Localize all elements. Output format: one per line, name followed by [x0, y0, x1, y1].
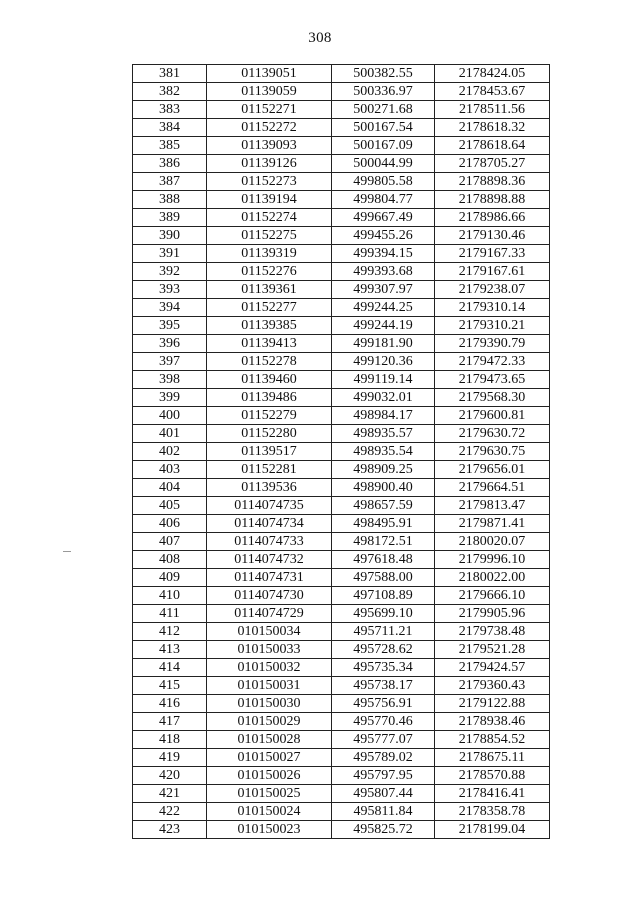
- point-number-cell: 383: [133, 101, 207, 119]
- table-row: [133, 83, 550, 101]
- point-code-cell: 01139361: [207, 281, 332, 299]
- table-row: [133, 821, 550, 839]
- table-row: [133, 731, 550, 749]
- table-row: [133, 389, 550, 407]
- point-number-cell: 414: [133, 659, 207, 677]
- x-coordinate-cell: 499307.97: [332, 281, 435, 299]
- point-code-cell: 01152276: [207, 263, 332, 281]
- point-code-cell: 01152278: [207, 353, 332, 371]
- y-coordinate-cell: 2179871.41: [435, 515, 550, 533]
- y-coordinate-cell: 2178898.36: [435, 173, 550, 191]
- x-coordinate-cell: 497108.89: [332, 587, 435, 605]
- point-number-cell: 397: [133, 353, 207, 371]
- point-code-cell: 010150029: [207, 713, 332, 731]
- point-code-cell: 01139319: [207, 245, 332, 263]
- x-coordinate-cell: 495825.72: [332, 821, 435, 839]
- table-row: [133, 353, 550, 371]
- y-coordinate-cell: 2179310.14: [435, 299, 550, 317]
- x-coordinate-cell: 499032.01: [332, 389, 435, 407]
- point-number-cell: 400: [133, 407, 207, 425]
- x-coordinate-cell: 495699.10: [332, 605, 435, 623]
- y-coordinate-cell: 2179130.46: [435, 227, 550, 245]
- x-coordinate-cell: 500382.55: [332, 65, 435, 83]
- x-coordinate-cell: 500167.09: [332, 137, 435, 155]
- point-code-cell: 01139194: [207, 191, 332, 209]
- point-number-cell: 394: [133, 299, 207, 317]
- y-coordinate-cell: 2179568.30: [435, 389, 550, 407]
- table-row: [133, 281, 550, 299]
- point-code-cell: 01152279: [207, 407, 332, 425]
- page-number: 308: [308, 30, 332, 46]
- y-coordinate-cell: 2179360.43: [435, 677, 550, 695]
- point-code-cell: 01139059: [207, 83, 332, 101]
- table-row: [133, 605, 550, 623]
- point-code-cell: 0114074735: [207, 497, 332, 515]
- y-coordinate-cell: 2179600.81: [435, 407, 550, 425]
- table-row: [133, 443, 550, 461]
- point-number-cell: 404: [133, 479, 207, 497]
- point-number-cell: 398: [133, 371, 207, 389]
- point-number-cell: 406: [133, 515, 207, 533]
- point-code-cell: 01152273: [207, 173, 332, 191]
- table-row: [133, 677, 550, 695]
- x-coordinate-cell: 500167.54: [332, 119, 435, 137]
- y-coordinate-cell: 2179424.57: [435, 659, 550, 677]
- y-coordinate-cell: 2179238.07: [435, 281, 550, 299]
- x-coordinate-cell: 495735.34: [332, 659, 435, 677]
- x-coordinate-cell: 495711.21: [332, 623, 435, 641]
- x-coordinate-cell: 495789.02: [332, 749, 435, 767]
- point-code-cell: 0114074731: [207, 569, 332, 587]
- table-row: [133, 533, 550, 551]
- x-coordinate-cell: 495770.46: [332, 713, 435, 731]
- point-number-cell: 412: [133, 623, 207, 641]
- point-code-cell: 010150030: [207, 695, 332, 713]
- table-row: [133, 803, 550, 821]
- point-code-cell: 01139051: [207, 65, 332, 83]
- point-code-cell: 0114074733: [207, 533, 332, 551]
- point-number-cell: 411: [133, 605, 207, 623]
- table-row: [133, 659, 550, 677]
- point-number-cell: 388: [133, 191, 207, 209]
- y-coordinate-cell: 2178675.11: [435, 749, 550, 767]
- y-coordinate-cell: 2178453.67: [435, 83, 550, 101]
- point-number-cell: 389: [133, 209, 207, 227]
- point-number-cell: 407: [133, 533, 207, 551]
- table-row: [133, 155, 550, 173]
- y-coordinate-cell: 2178416.41: [435, 785, 550, 803]
- point-number-cell: 386: [133, 155, 207, 173]
- point-number-cell: 396: [133, 335, 207, 353]
- point-number-cell: 387: [133, 173, 207, 191]
- table-row: [133, 371, 550, 389]
- table-row: [133, 263, 550, 281]
- table-row: [133, 569, 550, 587]
- point-code-cell: 0114074732: [207, 551, 332, 569]
- y-coordinate-cell: 2179167.61: [435, 263, 550, 281]
- point-number-cell: 421: [133, 785, 207, 803]
- point-code-cell: 010150027: [207, 749, 332, 767]
- y-coordinate-cell: 2179521.28: [435, 641, 550, 659]
- table-row: [133, 713, 550, 731]
- x-coordinate-cell: 499244.25: [332, 299, 435, 317]
- y-coordinate-cell: 2179473.65: [435, 371, 550, 389]
- point-code-cell: 0114074734: [207, 515, 332, 533]
- point-code-cell: 010150028: [207, 731, 332, 749]
- x-coordinate-cell: 498495.91: [332, 515, 435, 533]
- table-row: [133, 173, 550, 191]
- table-row: [133, 461, 550, 479]
- point-number-cell: 417: [133, 713, 207, 731]
- table-row: [133, 299, 550, 317]
- x-coordinate-cell: 497588.00: [332, 569, 435, 587]
- table-row: [133, 767, 550, 785]
- y-coordinate-cell: 2179310.21: [435, 317, 550, 335]
- point-number-cell: 384: [133, 119, 207, 137]
- x-coordinate-cell: 498984.17: [332, 407, 435, 425]
- y-coordinate-cell: 2178705.27: [435, 155, 550, 173]
- y-coordinate-cell: 2178854.52: [435, 731, 550, 749]
- point-number-cell: 403: [133, 461, 207, 479]
- point-number-cell: 390: [133, 227, 207, 245]
- table-row: [133, 785, 550, 803]
- point-number-cell: 413: [133, 641, 207, 659]
- table-row: [133, 407, 550, 425]
- y-coordinate-cell: 2178199.04: [435, 821, 550, 839]
- x-coordinate-cell: 498935.54: [332, 443, 435, 461]
- table-row: [133, 587, 550, 605]
- table-row: [133, 119, 550, 137]
- point-code-cell: 01139093: [207, 137, 332, 155]
- x-coordinate-cell: 495807.44: [332, 785, 435, 803]
- point-code-cell: 01139486: [207, 389, 332, 407]
- y-coordinate-cell: 2178424.05: [435, 65, 550, 83]
- x-coordinate-cell: 499181.90: [332, 335, 435, 353]
- x-coordinate-cell: 495738.17: [332, 677, 435, 695]
- point-code-cell: 010150031: [207, 677, 332, 695]
- x-coordinate-cell: 499455.26: [332, 227, 435, 245]
- point-code-cell: 01152272: [207, 119, 332, 137]
- y-coordinate-cell: 2179666.10: [435, 587, 550, 605]
- x-coordinate-cell: 500044.99: [332, 155, 435, 173]
- point-code-cell: 01139517: [207, 443, 332, 461]
- y-coordinate-cell: 2178570.88: [435, 767, 550, 785]
- y-coordinate-cell: 2178511.56: [435, 101, 550, 119]
- table-row: [133, 227, 550, 245]
- table-row: [133, 65, 550, 83]
- table-row: [133, 641, 550, 659]
- x-coordinate-cell: 495797.95: [332, 767, 435, 785]
- point-code-cell: 010150026: [207, 767, 332, 785]
- point-code-cell: 010150033: [207, 641, 332, 659]
- x-coordinate-cell: 499244.19: [332, 317, 435, 335]
- point-code-cell: 01152275: [207, 227, 332, 245]
- x-coordinate-cell: 498909.25: [332, 461, 435, 479]
- point-code-cell: 010150034: [207, 623, 332, 641]
- x-coordinate-cell: 498172.51: [332, 533, 435, 551]
- x-coordinate-cell: 498657.59: [332, 497, 435, 515]
- point-code-cell: 010150032: [207, 659, 332, 677]
- x-coordinate-cell: 497618.48: [332, 551, 435, 569]
- y-coordinate-cell: 2179813.47: [435, 497, 550, 515]
- x-coordinate-cell: 495756.91: [332, 695, 435, 713]
- y-coordinate-cell: 2179664.51: [435, 479, 550, 497]
- table-row: [133, 623, 550, 641]
- x-coordinate-cell: 500271.68: [332, 101, 435, 119]
- point-code-cell: 010150024: [207, 803, 332, 821]
- point-code-cell: 01139126: [207, 155, 332, 173]
- table-row: [133, 515, 550, 533]
- point-code-cell: 01152280: [207, 425, 332, 443]
- table-row: [133, 695, 550, 713]
- point-code-cell: 0114074730: [207, 587, 332, 605]
- y-coordinate-cell: 2178618.32: [435, 119, 550, 137]
- x-coordinate-cell: 495728.62: [332, 641, 435, 659]
- y-coordinate-cell: 2179122.88: [435, 695, 550, 713]
- table-row: [133, 209, 550, 227]
- point-number-cell: 415: [133, 677, 207, 695]
- point-number-cell: 423: [133, 821, 207, 839]
- point-code-cell: 01152281: [207, 461, 332, 479]
- point-number-cell: 391: [133, 245, 207, 263]
- point-code-cell: 01152277: [207, 299, 332, 317]
- y-coordinate-cell: 2179630.72: [435, 425, 550, 443]
- y-coordinate-cell: 2180020.07: [435, 533, 550, 551]
- table-row: [133, 551, 550, 569]
- coordinates-table: [132, 64, 550, 839]
- table-row: [133, 101, 550, 119]
- y-coordinate-cell: 2178938.46: [435, 713, 550, 731]
- y-coordinate-cell: 2180022.00: [435, 569, 550, 587]
- table-row: [133, 317, 550, 335]
- point-number-cell: 408: [133, 551, 207, 569]
- point-number-cell: 420: [133, 767, 207, 785]
- point-code-cell: 01139413: [207, 335, 332, 353]
- table-row: [133, 479, 550, 497]
- x-coordinate-cell: 499394.15: [332, 245, 435, 263]
- point-code-cell: 0114074729: [207, 605, 332, 623]
- point-number-cell: 381: [133, 65, 207, 83]
- table-row: [133, 137, 550, 155]
- table-row: [133, 335, 550, 353]
- x-coordinate-cell: 499120.36: [332, 353, 435, 371]
- table-row: [133, 245, 550, 263]
- point-number-cell: 393: [133, 281, 207, 299]
- x-coordinate-cell: 499667.49: [332, 209, 435, 227]
- point-number-cell: 385: [133, 137, 207, 155]
- point-code-cell: 01152271: [207, 101, 332, 119]
- x-coordinate-cell: 498935.57: [332, 425, 435, 443]
- table-row: [133, 497, 550, 515]
- margin-mark: [63, 551, 71, 552]
- point-number-cell: 395: [133, 317, 207, 335]
- x-coordinate-cell: 499805.58: [332, 173, 435, 191]
- y-coordinate-cell: 2179656.01: [435, 461, 550, 479]
- y-coordinate-cell: 2179390.79: [435, 335, 550, 353]
- table-row: [133, 191, 550, 209]
- point-code-cell: 01152274: [207, 209, 332, 227]
- x-coordinate-cell: 499119.14: [332, 371, 435, 389]
- y-coordinate-cell: 2179630.75: [435, 443, 550, 461]
- point-number-cell: 402: [133, 443, 207, 461]
- table-row: [133, 425, 550, 443]
- x-coordinate-cell: 499804.77: [332, 191, 435, 209]
- point-number-cell: 410: [133, 587, 207, 605]
- x-coordinate-cell: 499393.68: [332, 263, 435, 281]
- point-code-cell: 01139460: [207, 371, 332, 389]
- point-number-cell: 418: [133, 731, 207, 749]
- point-number-cell: 392: [133, 263, 207, 281]
- x-coordinate-cell: 500336.97: [332, 83, 435, 101]
- point-number-cell: 419: [133, 749, 207, 767]
- point-code-cell: 010150023: [207, 821, 332, 839]
- point-code-cell: 01139385: [207, 317, 332, 335]
- coordinates-table-body: [133, 65, 550, 839]
- y-coordinate-cell: 2179996.10: [435, 551, 550, 569]
- x-coordinate-cell: 498900.40: [332, 479, 435, 497]
- y-coordinate-cell: 2178898.88: [435, 191, 550, 209]
- y-coordinate-cell: 2179472.33: [435, 353, 550, 371]
- point-number-cell: 382: [133, 83, 207, 101]
- x-coordinate-cell: 495811.84: [332, 803, 435, 821]
- y-coordinate-cell: 2179167.33: [435, 245, 550, 263]
- table-row: [133, 749, 550, 767]
- x-coordinate-cell: 495777.07: [332, 731, 435, 749]
- y-coordinate-cell: 2178358.78: [435, 803, 550, 821]
- y-coordinate-cell: 2179905.96: [435, 605, 550, 623]
- point-number-cell: 405: [133, 497, 207, 515]
- point-number-cell: 401: [133, 425, 207, 443]
- point-number-cell: 409: [133, 569, 207, 587]
- point-number-cell: 422: [133, 803, 207, 821]
- y-coordinate-cell: 2178986.66: [435, 209, 550, 227]
- point-code-cell: 010150025: [207, 785, 332, 803]
- y-coordinate-cell: 2178618.64: [435, 137, 550, 155]
- y-coordinate-cell: 2179738.48: [435, 623, 550, 641]
- point-number-cell: 399: [133, 389, 207, 407]
- point-number-cell: 416: [133, 695, 207, 713]
- point-code-cell: 01139536: [207, 479, 332, 497]
